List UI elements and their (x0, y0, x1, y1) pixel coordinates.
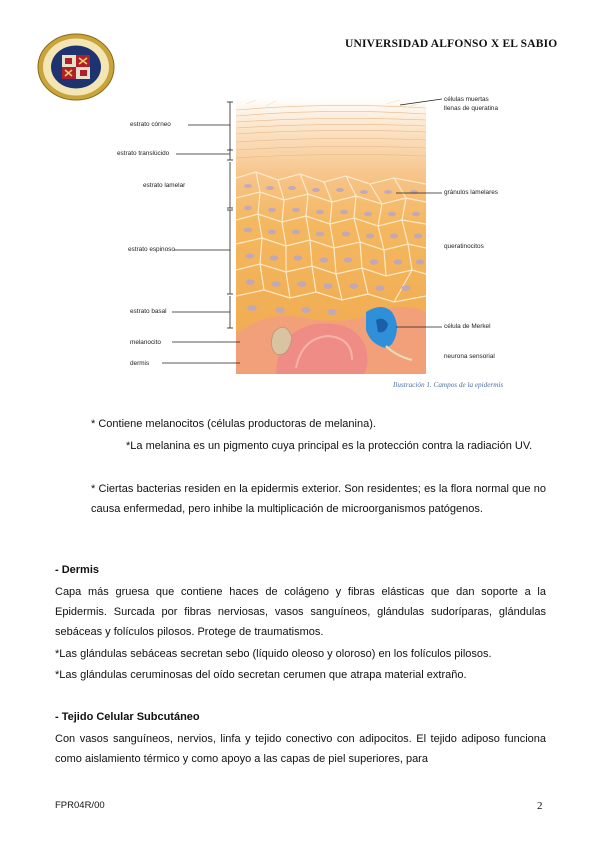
bullet-melanina: *La melanina es un pigmento cuya principal es la protección contra la radiación UV. (126, 440, 533, 452)
dermis-glandulas-ceruminosas: *Las glándulas ceruminosas del oído secretan cerumen que atrapa material extraño. (55, 669, 467, 681)
label-melanocito: melanocito (130, 339, 161, 346)
label-granulos-lamelares: gránulos lamelares (444, 189, 498, 196)
right-label-lines (396, 95, 444, 365)
label-estrato-lamelar: estrato lamelar (143, 182, 186, 189)
label-estrato-espinoso: estrato espinoso (128, 246, 175, 253)
bullet-melanocitos: * Contiene melanocitos (células productoras de melanina). (91, 418, 376, 430)
label-neurona-sensorial: neurona sensorial (444, 353, 495, 360)
section-heading-dermis: - Dermis (55, 564, 100, 576)
section-heading-tejido-subcutaneo: - Tejido Celular Subcutáneo (55, 711, 200, 723)
bullet-bacterias: * Ciertas bacterias residen en la epidermis exterior. Son residentes; es la flora normal que no causa enfermedad, pero inhibe la multiplicación de microorganismos patógenos. (91, 483, 546, 515)
left-label-lines (100, 98, 240, 378)
footer-page-number: 2 (537, 800, 543, 812)
figure-caption: Ilustración 1. Campos de la epidermis (393, 381, 504, 389)
label-estrato-translucido: estrato translúcido (117, 150, 170, 157)
label-celula-de-merkel: célula de Merkel (444, 323, 491, 330)
subcutaneo-paragraph: Con vasos sanguíneos, nervios, linfa y tejido conectivo con adipocitos. El tejido adiposo funciona como aislamiento térmico y como apoyo a las capas de piel superiores, para (55, 733, 546, 765)
dermis-glandulas-sebaceas: *Las glándulas sebáceas secretan sebo (líquido oleoso y oloroso) en los folículos pilosos. (55, 648, 492, 660)
university-name: UNIVERSIDAD ALFONSO X EL SABIO (345, 38, 558, 50)
university-seal-logo (36, 32, 116, 102)
label-llenas-de-queratina: llenas de queratina (444, 105, 499, 112)
dermis-paragraph: Capa más gruesa que contiene haces de colágeno y fibras elásticas que dan soporte a la Epidermis. Surcada por fibras nerviosas, vasos sanguíneos, glándulas sudoríparas, glándulas sebáceas y folículos pilosos. Protege de traumatismos. (55, 586, 546, 638)
label-queratinocitos: queratinocitos (444, 243, 484, 250)
footer-document-code: FPR04R/00 (55, 800, 105, 811)
label-estrato-basal: estrato basal (130, 308, 167, 315)
label-estrato-corneo: estrato córneo (130, 121, 171, 128)
label-dermis: dermis (130, 360, 150, 367)
label-celulas-muertas: células muertas (444, 96, 489, 103)
